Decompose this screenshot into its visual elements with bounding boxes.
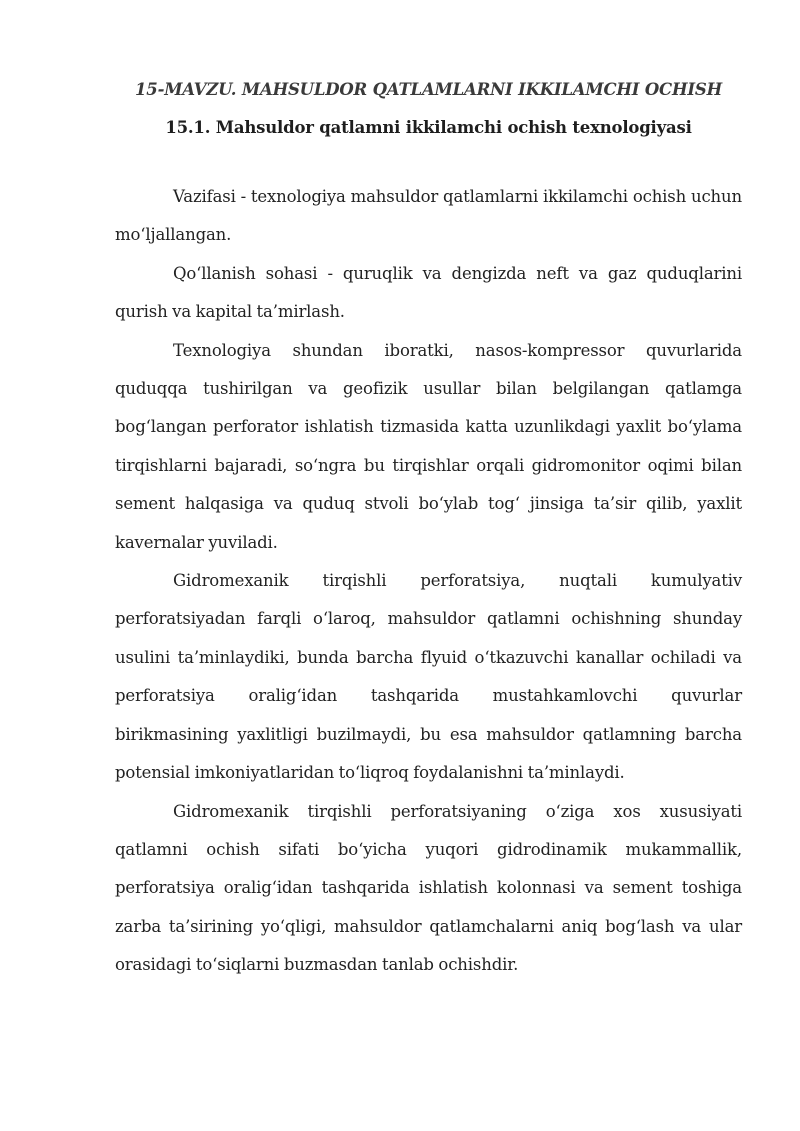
section-title: 15.1. Mahsuldor qatlamni ikkilamchi ochish texnologiyasi: [165, 118, 692, 137]
topic-title: 15-MAVZU. MAHSULDOR QATLAMLARNI IKKILAMCHI OCHISH: [135, 80, 722, 99]
paragraph-hydromechanical: Gidromexanik tirqishli perforatsiya, nuqtali kumulyativ perforatsiyadan farqli o‘laroq, mahsuldor qatlamni ochishning shunday usulini ta’minlaydiki, bunda barcha flyuid o‘tkazuvchi kanallar ochiladi va perforatsiya oralig‘idan tashqarida mustahkamlovchi quvurlar birikmasining yaxlitligi buzilmaydi, bu esa mahsuldor qatlamning barcha potensial imkoniyatlaridan to‘liqroq foydalanishni ta’minlaydi.: [115, 571, 742, 783]
paragraph-features: Gidromexanik tirqishli perforatsiyaning o‘ziga xos xususiyati qatlamni ochish sifati bo‘yicha yuqori gidrodinamik mukammallik, perforatsiya oralig‘idan tashqarida ishlatish kolonnasi va sement toshiga zarba ta’sirining yo‘qligi, mahsuldor qatlamchalarni aniq bog‘lash va ular orasidagi to‘siqlarni buzmasdan tanlab ochishdir.: [115, 801, 742, 975]
paragraph-technology: Texnologiya shundan iboratki, nasos-kompressor quvurlarida quduqqa tushirilgan va geofizik usullar bilan belgilangan qatlamga bog‘langan perforator ishlatish tizmasida katta uzunlikdagi yaxlit bo‘ylama tirqishlarni bajaradi, so‘ngra bu tirqishlar orqali gidromonitor oqimi bilan sement halqasiga va quduq stvoli bo‘ylab tog‘ jinsiga ta’sir qilib, yaxlit kavernalar yuviladi.: [115, 340, 742, 552]
document-body: [115, 178, 742, 985]
document-page: [115, 76, 742, 985]
paragraph-purpose: Vazifasi - texnologiya mahsuldor qatlamlarni ikkilamchi ochish uchun mo‘ljallangan.: [115, 187, 742, 245]
paragraph-scope: Qo‘llanish sohasi - quruqlik va dengizda neft va gaz quduqlarini qurish va kapital ta’mirlash.: [115, 263, 742, 322]
